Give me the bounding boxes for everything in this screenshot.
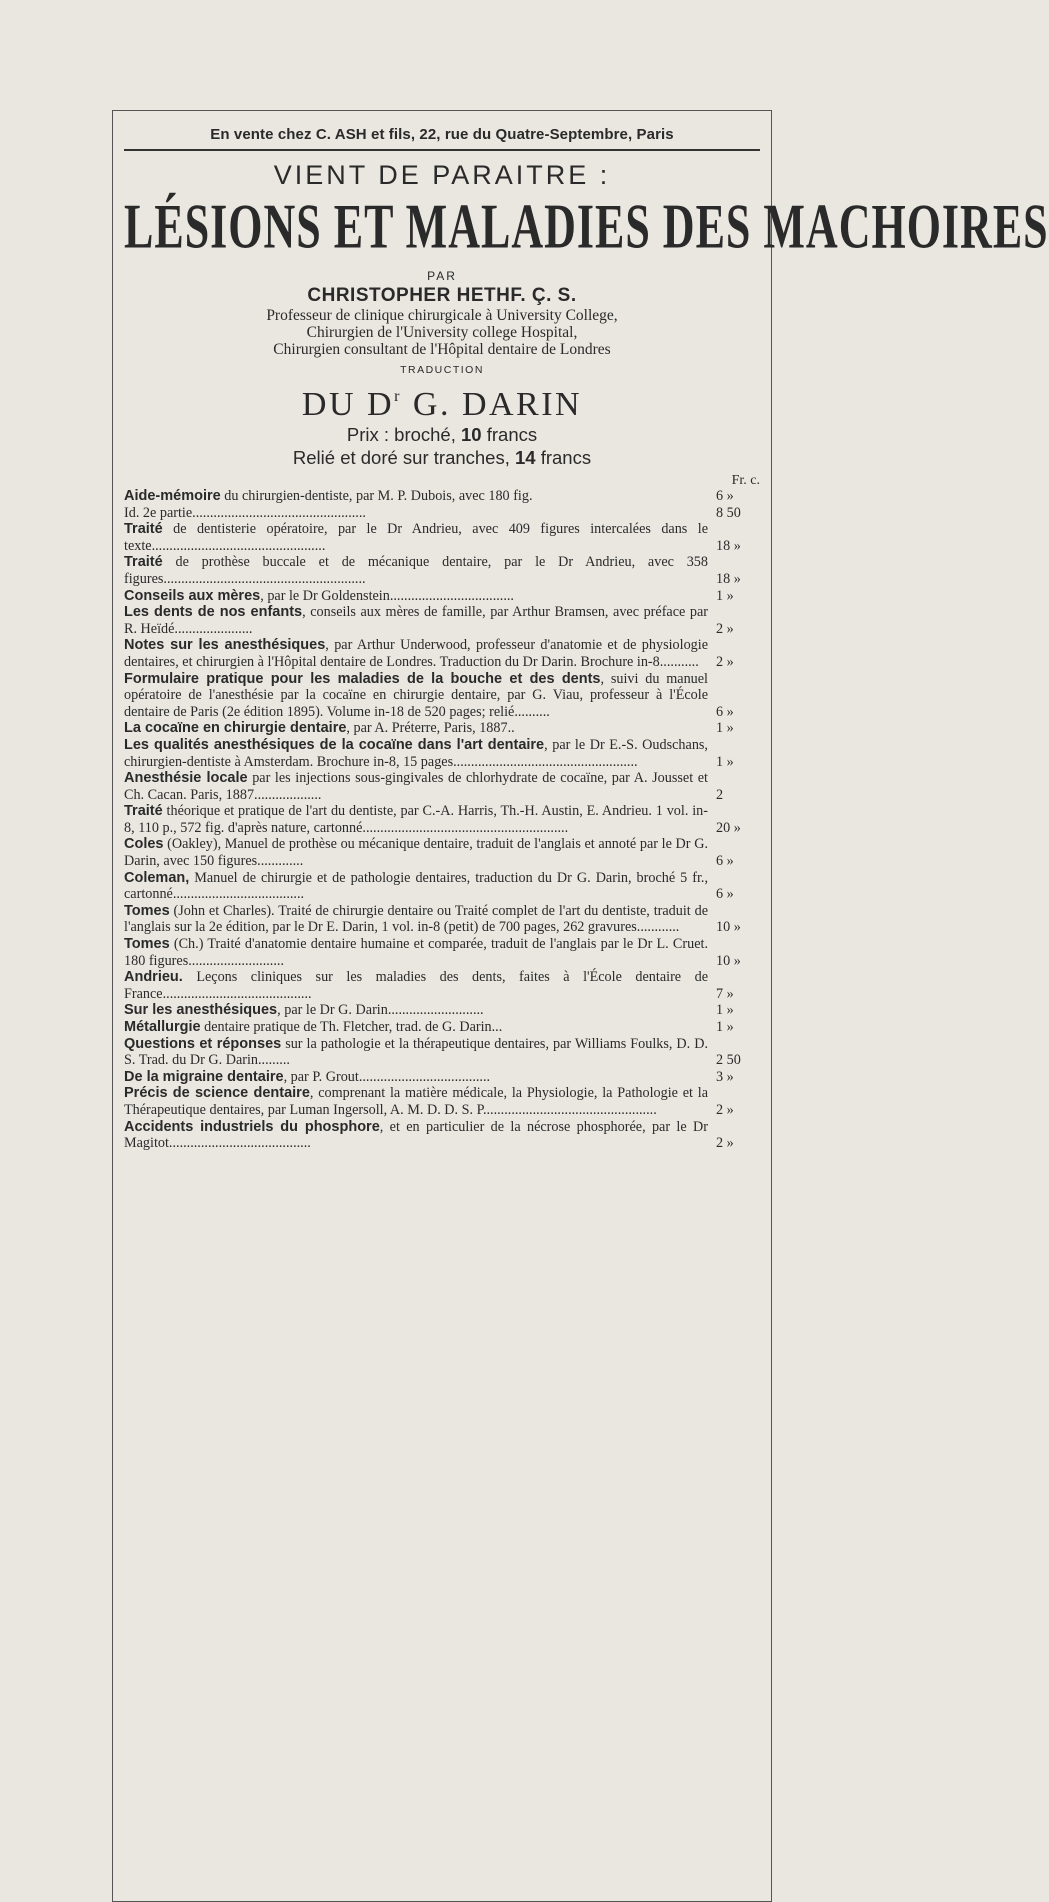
entry-description: sur la pathologie et la thérapeutique dentaires, par Williams Foulks, D. D. S. Trad. du Dr G. Darin......... [124, 1035, 708, 1069]
author-name: CHRISTOPHER HETHF. Ç. S. [307, 285, 577, 306]
entry-description: , par P. Grout..................................... [283, 1068, 491, 1085]
entry-price: 6 » [716, 703, 734, 720]
entry-description: dentaire pratique de Th. Fletcher, trad. de G. Darin... [200, 1019, 503, 1035]
headline: VIENT DE PARAITRE : [273, 160, 611, 190]
entry-description: Manuel de chirurgie et de pathologie dentaires, traduction du Dr G. Darin, broché 5 fr., cartonné..................................... [124, 869, 708, 903]
entry-price: 1 » [716, 1019, 734, 1035]
catalog-entry [124, 803, 760, 836]
entry-price: 1 » [716, 1002, 734, 1019]
entry-price: 6 » [716, 886, 734, 903]
entry-price: 2 » [716, 1101, 734, 1118]
catalog-entry [124, 604, 760, 637]
entry-title: Traité [124, 521, 163, 538]
entry-title: La cocaïne en chirurgie dentaire [124, 720, 347, 737]
catalog-entry [124, 505, 760, 522]
entry-description: (John et Charles). Traité de chirurgie dentaire ou Traité complet de l'art du dentiste, traduit de l'anglais sur la 2e édition, par le Dr E. Darin, 1 vol. in-8 (petit) de 700 pages, 262 gravures............ [124, 902, 708, 936]
entry-description: , par A. Préterre, Paris, 1887.. [346, 720, 515, 737]
entry-price: 7 » [716, 985, 734, 1002]
entry-price: 18 » [716, 537, 741, 554]
catalog-entry [124, 836, 760, 869]
catalog-entry [124, 488, 760, 505]
entry-description: , comprenant la matière médicale, la Physiologie, la Pathologie et la Thérapeutique dentaires, par Luman Ingersoll, A. M. D. D. S. P................................................. [124, 1085, 709, 1118]
catalog-entry [124, 588, 760, 605]
catalog-entry [124, 554, 760, 587]
entry-price: 6 » [716, 853, 734, 870]
entry-description: du chirurgien-dentiste, par M. P. Dubois, avec 180 fig. [220, 488, 533, 504]
entry-description: , par le Dr E.-S. Oudschans, chirurgien-dentiste à Amsterdam. Brochure in-8, 15 pages.................................................... [124, 736, 708, 770]
catalog-entry [124, 637, 760, 670]
entry-title: Les dents de nos enfants [124, 604, 303, 621]
entry-title: Traité [124, 554, 163, 571]
entry-price: 1 » [716, 753, 734, 770]
catalog-list [124, 488, 760, 1152]
entry-title: De la migraine dentaire [124, 1068, 284, 1085]
catalog-entry [124, 1019, 760, 1036]
author-credentials [124, 307, 760, 358]
entry-title: Précis de science dentaire [124, 1085, 310, 1102]
entry-price: 10 » [716, 919, 741, 936]
entry-title: Notes sur les anesthésiques [124, 637, 326, 654]
par-label: PAR [427, 269, 457, 283]
entry-price: 1 » [716, 587, 734, 604]
entry-price: 2 50 [716, 1052, 741, 1069]
catalog-entry [124, 1119, 760, 1152]
entry-price: 3 » [716, 1068, 734, 1085]
entry-description: , suivi du manuel opératoire de l'anesthésie par la cocaïne en chirurgie dentaire, par G. Viau, professeur à l'École dentaire de Paris (2e édition 1895). Volume in-18 de 520 pages; relié.......... [124, 670, 708, 720]
entry-description: Id. 2e partie................................................. [124, 504, 366, 521]
entry-description: (Ch.) Traité d'anatomie dentaire humaine et comparée, traduit de l'anglais par le Dr L. Cruet. 180 figures........................... [124, 936, 708, 969]
entry-title: Accidents industriels du phosphore [124, 1118, 380, 1135]
entry-title: Aide-mémoire [124, 488, 221, 504]
entry-title: Tomes [124, 902, 170, 919]
catalog-entry [124, 1085, 760, 1118]
catalog-entry [124, 720, 760, 737]
entry-description: (Oakley), Manuel de prothèse ou mécanique dentaire, traduit de l'anglais et annoté par le Dr G. Darin, avec 150 figures............. [124, 836, 708, 870]
entry-title: Conseils aux mères [124, 587, 261, 604]
entry-description: de prothèse buccale et de mécanique dentaire, par le Dr Andrieu, avec 358 figures......................................................... [124, 554, 708, 587]
currency-header: Fr. c. [731, 473, 760, 488]
price-broche: Prix : broché, 10 francs [346, 424, 538, 445]
entry-description: , par le Dr Goldenstein................................... [260, 587, 514, 604]
catalog-entry [124, 870, 760, 903]
price-relie: Relié et doré sur tranches, 14 francs [292, 447, 592, 468]
entry-description: , par le Dr G. Darin........................... [277, 1002, 484, 1019]
entry-description: , et en particulier de la nécrose phosphorée, par le Dr Magitot........................................ [124, 1118, 708, 1152]
catalog-entry [124, 936, 760, 969]
entry-price: 2 [716, 786, 724, 803]
entry-description: Leçons cliniques sur les maladies des dents, faites à l'École dentaire de France.......................................... [124, 969, 708, 1002]
entry-price: 20 » [716, 819, 741, 836]
translator-name: DU $D^r$ G. DARIN [301, 386, 583, 423]
catalog-entry [124, 671, 760, 721]
catalog-entry [124, 1036, 760, 1069]
catalog-entry [124, 969, 760, 1002]
entry-title: Anesthésie locale [124, 770, 248, 787]
catalog-entry [124, 1069, 760, 1086]
catalog-entry [124, 770, 760, 803]
entry-price: 18 » [716, 570, 741, 587]
entry-price: 2 » [716, 620, 734, 637]
entry-description: par les injections sous-gingivales de chlorhydrate de cocaïne, par A. Jousset et Ch. Cacan. Paris, 1887................... [124, 770, 708, 803]
entry-title: Tomes [124, 936, 170, 953]
entry-price: 6 » [716, 488, 734, 504]
entry-description: , par Arthur Underwood, professeur d'anatomie et de physiologie dentaires, et chirurgien à l'Hôpital dentaire de Londres. Traduction du Dr Darin. Brochure in-8........... [124, 637, 708, 670]
entry-price: 2 » [716, 653, 734, 670]
publisher-line: En vente chez C. ASH et fils, 22, rue du Quatre-Septembre, Paris [124, 120, 760, 151]
traduction-label: TRADUCTION [400, 364, 484, 376]
entry-title: Questions et réponses [124, 1035, 282, 1052]
entry-title: Coleman, [124, 869, 190, 886]
entry-title: Métallurgie [124, 1019, 201, 1035]
entry-price: 8 50 [716, 504, 741, 521]
catalog-entry [124, 521, 760, 554]
catalog-entry [124, 1002, 760, 1019]
entry-description: de dentisterie opératoire, par le Dr Andrieu, avec 409 figures intercalées dans le texte................................................. [124, 521, 708, 554]
credential-line: Chirurgien consultant de l'Hôpital dentaire de Londres [273, 341, 611, 358]
entry-title: Sur les anesthésiques [124, 1002, 278, 1019]
advertisement-page [124, 120, 1049, 1152]
entry-title: Coles [124, 836, 164, 853]
entry-title: Traité [124, 803, 163, 820]
entry-description: , conseils aux mères de famille, par Arthur Bramsen, avec préface par R. Heïdé...................... [124, 604, 708, 637]
credential-line: Professeur de clinique chirurgicale à University College, [266, 307, 618, 324]
entry-price: 1 » [716, 720, 734, 737]
entry-price: 10 » [716, 952, 741, 969]
entry-price: 2 » [716, 1135, 734, 1152]
catalog-entry [124, 903, 760, 936]
catalog-entry [124, 737, 760, 770]
book-title: LÉSIONS ET MALADIES DES MACHOIRES [124, 190, 1049, 262]
entry-title: Andrieu. [124, 969, 183, 986]
entry-title: Formulaire pratique pour les maladies de la bouche et des dents [124, 670, 601, 687]
entry-description: théorique et pratique de l'art du dentiste, par C.-A. Harris, Th.-H. Austin, E. Andrieu. 1 vol. in-8, 110 p., 572 fig. d'après nature, cartonné.......................................................... [124, 803, 708, 836]
entry-title: Les qualités anesthésiques de la cocaïne dans l'art dentaire [124, 736, 545, 753]
credential-line: Chirurgien de l'University college Hospital, [306, 324, 578, 341]
